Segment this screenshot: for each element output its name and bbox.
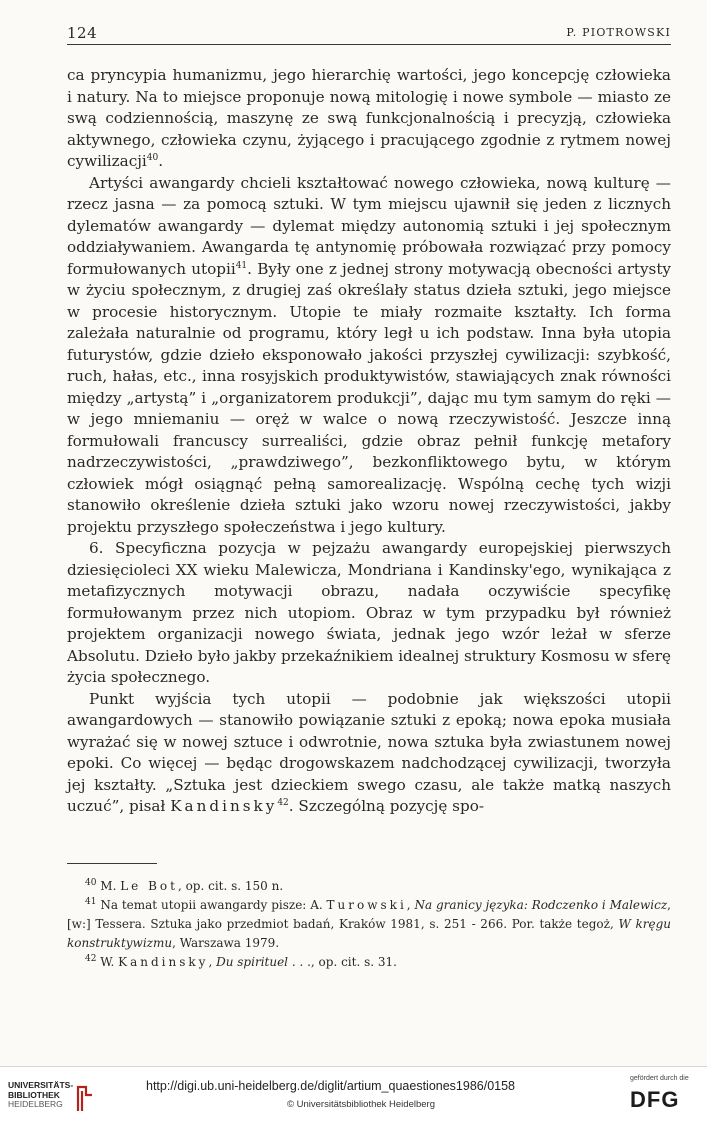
body-text (67, 65, 671, 818)
paragraph-3: 6. Specyficzna pozycja w pejzażu awangardy europejskiej pierwszych dziesięcioleci XX wieku Malewicza, Mondriana i Kandinsky'ego, wynikająca z metafizycznych motywacji obrazu, nadała oczywiście specyfikę formułowanym przez nich utopiom. Obraz w tym przypadku był również projektem organizacji nowego świata, jednak jego wzór leżał w sferze Absolutu. Dzieło było jakby przekaźnikiem idealnej struktury Kosmosu w sferę życia społecznego. (67, 539, 671, 686)
running-head: P. PIOTROWSKI (566, 26, 671, 39)
page-number: 124 (67, 24, 98, 42)
footnote-42: $^{42}$ W. Kandinsky, Du spirituel . . ., op. cit. s. 31. (85, 954, 397, 969)
paragraph-2: Artyści awangardy chcieli kształtować nowego człowieka, nową kulturę — rzecz jasna — za pomocą sztuki. W tym miejscu ujawnił się jeden z licznych dylematów awangardy — dylemat między autonomią sztuki i jej społecznym oddziaływaniem. Awangarda tę antynomię próbowała rozwiązać przy pomocy formułowanych utopii$^{41}$. Były one z jednej strony motywacją obecności artysty w życiu społecznym, z drugiej zaś określały status dzieła sztuki, jego miejsce w procesie historycznym. Utopie te miały rozmaite kształty. Ich forma zależała naturalnie od programu, który legł u ich podstaw. Inna była utopia futurystów, gdzie dzieło eksponowało jakości przyszłej cywilizacji: szybkość, ruch, hałas, etc., inna rosyjskich produktywistów, stawiających znak równości między „artystą” i „organizatorem produkcji”, dając mu tym samym do ręki — w jego mniemaniu — oręż w walce o nową rzeczywistość. Jeszcze inną formułowali francuscy surrealiści, gdzie obraz pełnił funkcję metafory nadrzeczywistości, „prawdziwego”, bezkonfliktowego bytu, w którym człowiek mógł osiągnąć pełną samorealizację. Wspólną cechę tych wizji stanowiło określenie dzieła sztuki jako wzoru nowej rzeczywistości, jakby projektu przyszłego społeczeństwa i jego kultury. (67, 173, 672, 536)
footnote-rule (67, 863, 157, 864)
author-name: Kandinsky (170, 797, 278, 815)
footnote-ref-41[interactable]: 41 (235, 260, 248, 271)
paragraph-4: Punkt wyjścia tych utopii — podobnie jak większości utopii awangardowych — stanowiło powiązanie sztuki z epoką; nowa epoka musiała wyrażać się w nowej sztuce i odwrotnie, nowa sztuka była zwiastunem nowej epoki. Co więcej — będąc drogowskazem nadchodzącej cywilizacji, tworzyła jej kształty. „Sztuka jest dzieckiem swego czasu, ale także matką naszych uczuć”, pisał Kandinsky$^{42}$. Szczególną pozycję spo- (67, 689, 671, 815)
footnotes (67, 877, 671, 972)
footer-bar (0, 1066, 707, 1121)
copyright-notice: © Universitätsbibliothek Heidelberg (287, 1099, 435, 1110)
footnote-40: $^{40}$ M. Le Bot, op. cit. s. 150 n. (85, 878, 284, 893)
footnote-ref-40[interactable]: 40 (146, 152, 159, 163)
footnote-41: $^{41}$ Na temat utopii awangardy pisze: A. Turowski, Na granicy języka: Rodczenko i Malewicz, [w:] Tessera. Sztuka jako przedmiot badań, Kraków 1981, s. 251 - 266. Por. także tegoż, W kręgu konstruktywizmu, Warszawa 1979. (67, 897, 671, 950)
page-header (67, 24, 671, 45)
footnote-ref-42[interactable]: 42 (277, 797, 289, 808)
library-mark-icon (74, 1083, 96, 1113)
paragraph-1: ca pryncypia humanizmu, jego hierarchię wartości, jego koncepcję człowieka i natury. Na to miejsce proponuje nową mitologię i nowe symbole — miasto ze swą codziennością, maszynę ze swą funkcjonalnością i precyzją, człowieka aktywnego, człowieka czynu, żyjącego i pracującego zgodnie z rytmem nowej cywilizacji$^{40}$. (67, 66, 671, 170)
library-logo[interactable]: UNIVERSITÄTS- BIBLIOTHEK HEIDELBERG (8, 1081, 98, 1115)
permalink-url[interactable]: http://digi.ub.uni-heidelberg.de/diglit/artium_quaestiones1986/0158 (146, 1079, 516, 1093)
dfg-logo[interactable]: gefördert durch die DFG (630, 1075, 689, 1112)
